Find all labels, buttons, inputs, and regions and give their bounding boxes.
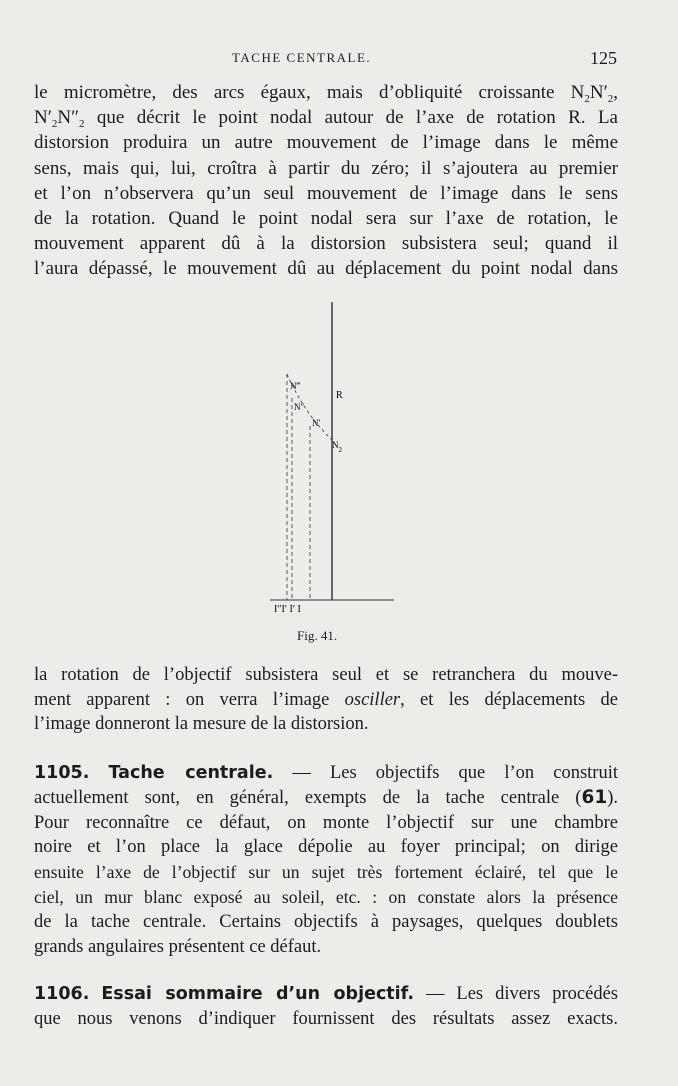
section-1106 [34, 982, 618, 1032]
label-N-single: N′ [312, 418, 321, 428]
text-line: l’aura dépassé, le mouvement dû au déplacement du point nodal dans [34, 258, 618, 280]
text-line: de la tache centrale. Certains objectifs à paysages, quelques doublets [34, 911, 618, 932]
paragraph-distortion [34, 80, 618, 282]
text-line: $N'_2N''_2$ que décrit le point nodal autour de l’axe de rotation R. La [34, 107, 618, 131]
text-line: le micromètre, des arcs égaux, mais d’obliquité croissante $N_2N'_2$, [34, 82, 618, 105]
text-line: distorsion produira un autre mouvement de l’image dans le même [34, 132, 618, 154]
text-line: mouvement apparent dû à la distorsion subsistera seul; quand il [34, 233, 618, 255]
section-title: Tache centrale. [108, 763, 274, 783]
text-line: actuellement sont, en général, exempts de la tache centrale (61). [34, 786, 618, 808]
section-number: 1106. [34, 984, 90, 1004]
text-line: noire et l’on place la glace dépolie au foyer principal; on dirige [34, 837, 618, 858]
text-line: l’image donneront la mesure de la distorsion. [34, 714, 369, 734]
text-line: ciel, un mur blanc exposé au soleil, etc. : on constate alors la présence [34, 886, 618, 907]
paragraph-oscillation [34, 663, 618, 737]
text-line: la rotation de l’objectif subsistera seul et se retranchera du mouve- [34, 665, 618, 685]
figure-41 [264, 298, 404, 620]
section-1105 [34, 761, 618, 959]
figure-diagram [264, 298, 404, 620]
text-line: grands angulaires présentent ce défaut. [34, 936, 322, 957]
text-line: que nous venons d’indiquer fournissent des résultats assez exacts. [34, 1009, 618, 1029]
text-line: 1105. Tache centrale. — Les objectifs que l’on construit [34, 763, 619, 783]
text-line: et l’on n’observera qu’un seul mouvement de l’image dans le sens [34, 182, 618, 204]
running-head: TACHE CENTRALE. [232, 50, 372, 65]
cross-reference: 61 [581, 786, 608, 808]
section-number: 1105. [34, 763, 90, 783]
text-line: Pour reconnaître ce défaut, on monte l’objectif sur une chambre [34, 812, 618, 833]
running-header [0, 48, 678, 70]
label-R: R [336, 390, 343, 401]
label-N-triple: N‴ [290, 381, 301, 391]
text-line: de la rotation. Quand le point nodal sera sur l’axe de rotation, le [34, 208, 618, 230]
text-line: ensuite l’axe de l’objectif sur un sujet très fortement éclairé, tel que le [34, 862, 618, 883]
bottom-labels: I″I′ I′ I [274, 604, 301, 615]
label-N-2: $N_2$ [332, 440, 342, 454]
page-number: 125 [590, 48, 617, 68]
figure-caption: Fig. 41. [297, 628, 338, 643]
text-line: sens, mais qui, lui, croîtra à partir du zéro; il s’ajoutera au premier [34, 157, 618, 179]
label-N-double: N″ [294, 402, 305, 412]
text-line: 1106. Essai sommaire d’un objectif. — Les divers procédés [34, 984, 619, 1004]
italic-word: osciller [344, 689, 401, 710]
text-line: ment apparent : on verra l’image osciller, et les déplacements de [34, 689, 618, 710]
section-title: Essai sommaire d’un objectif. [101, 984, 414, 1004]
